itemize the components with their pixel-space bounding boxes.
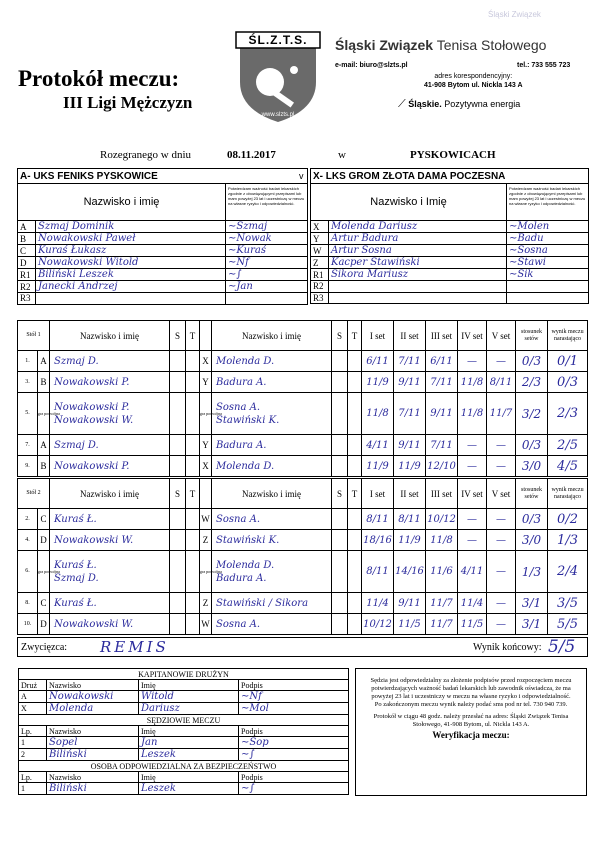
table-number: Stół 1 bbox=[18, 321, 50, 351]
faint-watermark: Śląski Związek bbox=[488, 10, 541, 19]
signature: ∼Jan bbox=[226, 281, 308, 293]
col-result: wynik meczu narastająco bbox=[548, 479, 588, 509]
federation-logo bbox=[226, 32, 330, 124]
signature: ∼Mol bbox=[239, 703, 349, 715]
player-a-name: Nowakowski P. bbox=[50, 372, 170, 393]
org-email: e-mail: biuro@slzts.pl bbox=[335, 62, 408, 69]
player-a-label: B bbox=[38, 372, 50, 393]
player-x-label: Y bbox=[200, 372, 212, 393]
match-place: PYSKOWICACH bbox=[410, 149, 496, 161]
col-ratio: stosunek setów bbox=[516, 321, 548, 351]
cumulative-result: 3/5 bbox=[548, 593, 588, 614]
cumulative-result: 0/1 bbox=[548, 351, 588, 372]
col-t: T bbox=[186, 321, 200, 351]
cumulative-result: 0/3 bbox=[548, 372, 588, 393]
team-a-player-row: B Nowakowski Paweł ∼Nowak bbox=[18, 233, 308, 245]
player-x-label: gra podwójna bbox=[200, 393, 212, 435]
game-number: 5. bbox=[18, 393, 38, 435]
set-score: 8/11 bbox=[394, 509, 426, 530]
game-number: 8. bbox=[18, 593, 38, 614]
set-score: 11/4 bbox=[362, 593, 394, 614]
team-x-player-row: R1 Sikora Mariusz ∼Sik bbox=[311, 269, 589, 281]
player-a-label: D bbox=[38, 530, 50, 551]
col-name-x: Nazwisko i imię bbox=[212, 479, 332, 509]
set-score: — bbox=[458, 530, 487, 551]
team-x-player-row: Y Artur Badura ∼Badu bbox=[311, 233, 589, 245]
player-a-name: Nowakowski W. bbox=[50, 530, 170, 551]
set-score: — bbox=[487, 593, 516, 614]
set-score: — bbox=[458, 456, 487, 477]
set-score: 6/11 bbox=[362, 351, 394, 372]
set-score: 11/5 bbox=[458, 614, 487, 635]
played-info: Rozegranego w dniu 08.11.2017 w PYSKOWICACH bbox=[100, 149, 496, 161]
team-x-table: X- LKS GROM ZŁOTA DAMA POCZESNA Nazwisko i Imię Potwierdzam ważność badań lekarskich zgodnie z obowiązującymi przepisami lub mam powyżej 23 lat i uczestniczę w meczu na własne ryzyko i odpowiedzialność. X Molenda Dariusz ∼Molen Y Artur Badura ∼Badu W Artur Sosna ∼Sosna Z Kacper Stawiński ∼Stawi R1 Sikora Mariusz ∼Sik R2 R3 bbox=[310, 168, 589, 304]
team-a-player-row: D Nowakowski Witold ∼Nf bbox=[18, 257, 308, 269]
set-score: 10/12 bbox=[362, 614, 394, 635]
set-score: 11/7 bbox=[426, 593, 458, 614]
player-a-label: D bbox=[38, 614, 50, 635]
game-row bbox=[18, 393, 588, 435]
game-number: 4. bbox=[18, 530, 38, 551]
col-ratio: stosunek setów bbox=[516, 479, 548, 509]
player-x-name: Stawiński K. bbox=[212, 530, 332, 551]
cumulative-result: 2/4 bbox=[548, 551, 588, 593]
set-score: 9/11 bbox=[426, 393, 458, 435]
set-ratio: 0/3 bbox=[516, 435, 548, 456]
set-score: 8/11 bbox=[362, 551, 394, 593]
player-a-label: gra podwójna bbox=[38, 393, 50, 435]
team-x-player-row: Z Kacper Stawiński ∼Stawi bbox=[311, 257, 589, 269]
game-number: 10. bbox=[18, 614, 38, 635]
game-number: 2. bbox=[18, 509, 38, 530]
col-name-a: Nazwisko i imię bbox=[50, 479, 170, 509]
player-a-name: Kuraś Ł. bbox=[50, 509, 170, 530]
org-phone: tel.: 733 555 723 bbox=[517, 62, 571, 69]
team-a-header: A- UKS FENIKS PYSKOWICE bbox=[18, 169, 308, 184]
signature: ∼Sik bbox=[507, 269, 589, 281]
player-x-label: W bbox=[200, 614, 212, 635]
set-score: 7/11 bbox=[426, 372, 458, 393]
game-number: 7. bbox=[18, 435, 38, 456]
player-a-label: gra podwójna bbox=[38, 551, 50, 593]
signature: ∼Badu bbox=[507, 233, 589, 245]
referee-row: 2 Biliński Leszek ∼∫ bbox=[19, 749, 349, 761]
set-score: — bbox=[487, 614, 516, 635]
set-score: 11/9 bbox=[394, 530, 426, 551]
cumulative-result: 2/3 bbox=[548, 393, 588, 435]
game-row bbox=[18, 593, 588, 614]
sponsor-icon: ⟋ bbox=[398, 98, 406, 110]
player-x-label: X bbox=[200, 351, 212, 372]
game-number: 6. bbox=[18, 551, 38, 593]
player-a-name: Szmaj D. bbox=[50, 351, 170, 372]
set-ratio: 3/1 bbox=[516, 614, 548, 635]
set-score: 10/12 bbox=[426, 509, 458, 530]
col-result: wynik meczu narastająco bbox=[548, 321, 588, 351]
game-number: 9. bbox=[18, 456, 38, 477]
league-subtitle: III Ligi Mężczyzn bbox=[63, 93, 193, 112]
set-score: 9/11 bbox=[394, 435, 426, 456]
col-t: T bbox=[348, 321, 362, 351]
col-name-a: Nazwisko i imię bbox=[50, 321, 170, 351]
set-score: — bbox=[487, 456, 516, 477]
versus-marker: v bbox=[299, 171, 304, 181]
col-t: T bbox=[348, 479, 362, 509]
set-score: — bbox=[487, 551, 516, 593]
captains-table: KAPITANOWIE DRUŻYN Druż Nazwisko Imię Podpis A Nowakowski Witold ∼Nf X Molenda Dariusz ∼Mol SĘDZIOWIE MECZU Lp. Nazwisko Imię Podpis 1 Sopel Jan ∼Sop 2 Biliński Leszek ∼∫ OSOBA ODPOWIEDZIALNA ZA BEZPIECZEŃSTWO Lp. Nazwisko Imię Podpis 1 Biliński Leszek ∼∫ bbox=[18, 668, 349, 795]
set-score: 7/11 bbox=[394, 351, 426, 372]
game-row bbox=[18, 372, 588, 393]
col-s: S bbox=[332, 321, 348, 351]
set-score: 11/4 bbox=[458, 593, 487, 614]
verification-box: Sędzia jest odpowiedzialny za złożenie podpisów przed rozpoczęciem meczu potwierdzających ważność badań lekarskich lub zawodnik oświadcza, że ma powyżej 23 lat i uczestniczy w meczu na własne ryzyko i odpowiedzialność. Po zakończonym meczu wynik należy podać sms pod nr tel. 730 940 739. Protokół w ciągu 48 godz. należy przesłać na adres: Śląski Związek Tenisa Stołowego, 41-908 Bytom, ul. Nickla 143 A. Weryfikacja meczu: bbox=[355, 668, 587, 796]
verification-title: Weryfikacja meczu: bbox=[432, 730, 510, 740]
signature: ∼Nf bbox=[239, 691, 349, 703]
set-score: 18/16 bbox=[362, 530, 394, 551]
set-ratio: 3/1 bbox=[516, 593, 548, 614]
winner-row: Zwycięzca: REMIS Wynik końcowy: 5/5 bbox=[17, 637, 588, 657]
winner-value: REMIS bbox=[100, 638, 169, 656]
col-set: V set bbox=[487, 321, 516, 351]
col-set: IV set bbox=[458, 479, 487, 509]
team-x-player-row: R2 bbox=[311, 281, 589, 293]
match-date: 08.11.2017 bbox=[227, 149, 276, 161]
set-score: — bbox=[487, 530, 516, 551]
col-t: T bbox=[186, 479, 200, 509]
player-x-name: Molenda D. bbox=[212, 456, 332, 477]
col-name-x: Nazwisko i imię bbox=[212, 321, 332, 351]
player-a-name: Nowakowski W. bbox=[50, 614, 170, 635]
player-x-name: Stawiński / Sikora bbox=[212, 593, 332, 614]
set-score: 14/16 bbox=[394, 551, 426, 593]
player-x-label: W bbox=[200, 509, 212, 530]
signature: ∼Nowak bbox=[226, 233, 308, 245]
set-score: 11/9 bbox=[394, 456, 426, 477]
org-name: Śląski Związek Tenisa Stołowego bbox=[335, 37, 547, 53]
set-score: 4/11 bbox=[458, 551, 487, 593]
game-row bbox=[18, 614, 588, 635]
player-x-name: Sosna A. Stawiński K. bbox=[212, 393, 332, 435]
set-score: — bbox=[487, 351, 516, 372]
player-a-label: B bbox=[38, 456, 50, 477]
player-a-label: A bbox=[38, 435, 50, 456]
set-ratio: 0/3 bbox=[516, 509, 548, 530]
player-x-label: Z bbox=[200, 530, 212, 551]
col-set: I set bbox=[362, 479, 394, 509]
set-score: 9/11 bbox=[394, 372, 426, 393]
safety-row: 1 Biliński Leszek ∼∫ bbox=[19, 783, 349, 795]
cumulative-result: 2/5 bbox=[548, 435, 588, 456]
signature: ∼Sosna bbox=[507, 245, 589, 257]
sponsor-logo: ⟋ Śląskie. Pozytywna energia bbox=[398, 98, 521, 110]
col-set: II set bbox=[394, 479, 426, 509]
signature: ∼Nf bbox=[226, 257, 308, 269]
cumulative-result: 1/3 bbox=[548, 530, 588, 551]
team-a-player-row: A Szmaj Dominik ∼Szmaj bbox=[18, 221, 308, 233]
col-s: S bbox=[332, 479, 348, 509]
set-score: 6/11 bbox=[426, 351, 458, 372]
player-x-label: Z bbox=[200, 593, 212, 614]
player-a-name: Nowakowski P. bbox=[50, 456, 170, 477]
set-score: 12/10 bbox=[426, 456, 458, 477]
set-ratio: 3/0 bbox=[516, 456, 548, 477]
set-ratio: 3/0 bbox=[516, 530, 548, 551]
game-number: 3. bbox=[18, 372, 38, 393]
game-row bbox=[18, 351, 588, 372]
game-row bbox=[18, 435, 588, 456]
player-x-label: Y bbox=[200, 435, 212, 456]
logo-text: ŚL.Z.T.S. bbox=[248, 33, 308, 47]
table-2-games bbox=[17, 478, 588, 635]
set-ratio: 3/2 bbox=[516, 393, 548, 435]
col-set: V set bbox=[487, 479, 516, 509]
set-score: 11/8 bbox=[362, 393, 394, 435]
set-score: 7/11 bbox=[426, 435, 458, 456]
team-a-player-row: R2 Janecki Andrzej ∼Jan bbox=[18, 281, 308, 293]
player-a-name: Nowakowski P. Nowakowski W. bbox=[50, 393, 170, 435]
player-x-name: Badura A. bbox=[212, 435, 332, 456]
player-x-name: Sosna A. bbox=[212, 509, 332, 530]
game-row bbox=[18, 509, 588, 530]
team-x-player-row: X Molenda Dariusz ∼Molen bbox=[311, 221, 589, 233]
signature: ∼∫ bbox=[226, 269, 308, 281]
set-score: 11/7 bbox=[487, 393, 516, 435]
col-set: IV set bbox=[458, 321, 487, 351]
cumulative-result: 5/5 bbox=[548, 614, 588, 635]
logo-url: www.slzts.pl bbox=[261, 112, 295, 118]
signature: ∼Szmaj bbox=[226, 221, 308, 233]
player-x-label: gra podwójna bbox=[200, 551, 212, 593]
table-1-games bbox=[17, 320, 588, 477]
team-x-player-row: R3 bbox=[311, 292, 589, 304]
signature: ∼Molen bbox=[507, 221, 589, 233]
captain-row: X Molenda Dariusz ∼Mol bbox=[19, 703, 349, 715]
team-a-table: A- UKS FENIKS PYSKOWICE Nazwisko i imię Potwierdzam ważność badań lekarskich zgodnie z obowiązującymi przepisami lub mam powyżej 23 lat i uczestniczę w meczu na własne ryzyko i odpowiedzialność. A Szmaj Dominik ∼Szmaj B Nowakowski Paweł ∼Nowak C Kuraś Łukasz ∼Kuraś D Nowakowski Witold ∼Nf R1 Biliński Leszek ∼∫ R2 Janecki Andrzej ∼Jan R3 bbox=[17, 168, 308, 305]
game-row bbox=[18, 456, 588, 477]
player-x-name: Badura A. bbox=[212, 372, 332, 393]
set-score: 11/6 bbox=[426, 551, 458, 593]
set-score: — bbox=[487, 509, 516, 530]
signature: ∼Sop bbox=[239, 737, 349, 749]
signature: ∼∫ bbox=[239, 783, 349, 795]
set-score: 11/8 bbox=[426, 530, 458, 551]
game-row bbox=[18, 551, 588, 593]
game-row bbox=[18, 530, 588, 551]
referee-row: 1 Sopel Jan ∼Sop bbox=[19, 737, 349, 749]
set-score: 4/11 bbox=[362, 435, 394, 456]
set-score: 11/9 bbox=[362, 456, 394, 477]
player-a-name: Kuraś Ł. Szmaj D. bbox=[50, 551, 170, 593]
set-score: — bbox=[458, 435, 487, 456]
set-score: 8/11 bbox=[487, 372, 516, 393]
player-a-label: C bbox=[38, 593, 50, 614]
player-a-label: A bbox=[38, 351, 50, 372]
document-title: Protokół meczu: bbox=[18, 66, 180, 91]
signature: ∼Kuraś bbox=[226, 245, 308, 257]
set-score: — bbox=[458, 351, 487, 372]
col-set: III set bbox=[426, 479, 458, 509]
set-score: — bbox=[458, 509, 487, 530]
team-a-player-row: R1 Biliński Leszek ∼∫ bbox=[18, 269, 308, 281]
set-score: 11/9 bbox=[362, 372, 394, 393]
col-s: S bbox=[170, 321, 186, 351]
player-x-label: X bbox=[200, 456, 212, 477]
org-address: adres korespondencyjny: 41-908 Bytom ul. Nickla 143 A bbox=[424, 73, 523, 89]
set-score: 8/11 bbox=[362, 509, 394, 530]
table-number: Stół 2 bbox=[18, 479, 50, 509]
set-score: 11/8 bbox=[458, 372, 487, 393]
signature: ∼Stawi bbox=[507, 257, 589, 269]
player-x-name: Molenda D. Badura A. bbox=[212, 551, 332, 593]
col-set: III set bbox=[426, 321, 458, 351]
player-a-name: Kuraś Ł. bbox=[50, 593, 170, 614]
set-score: 11/7 bbox=[426, 614, 458, 635]
col-set: II set bbox=[394, 321, 426, 351]
team-a-player-row: R3 bbox=[18, 293, 308, 305]
team-x-header: X- LKS GROM ZŁOTA DAMA POCZESNA bbox=[311, 169, 589, 184]
cumulative-result: 0/2 bbox=[548, 509, 588, 530]
cumulative-result: 4/5 bbox=[548, 456, 588, 477]
set-score: 9/11 bbox=[394, 593, 426, 614]
set-score: 11/8 bbox=[458, 393, 487, 435]
set-score: 11/5 bbox=[394, 614, 426, 635]
set-ratio: 0/3 bbox=[516, 351, 548, 372]
player-x-name: Molenda D. bbox=[212, 351, 332, 372]
team-x-player-row: W Artur Sosna ∼Sosna bbox=[311, 245, 589, 257]
player-x-name: Sosna A. bbox=[212, 614, 332, 635]
final-score: 5/5 bbox=[548, 637, 576, 657]
game-number: 1. bbox=[18, 351, 38, 372]
col-s: S bbox=[170, 479, 186, 509]
set-ratio: 2/3 bbox=[516, 372, 548, 393]
team-a-player-row: C Kuraś Łukasz ∼Kuraś bbox=[18, 245, 308, 257]
col-set: I set bbox=[362, 321, 394, 351]
set-ratio: 1/3 bbox=[516, 551, 548, 593]
player-a-label: C bbox=[38, 509, 50, 530]
set-score: — bbox=[487, 435, 516, 456]
set-score: 7/11 bbox=[394, 393, 426, 435]
signature: ∼∫ bbox=[239, 749, 349, 761]
captain-row: A Nowakowski Witold ∼Nf bbox=[19, 691, 349, 703]
player-a-name: Szmaj D. bbox=[50, 435, 170, 456]
